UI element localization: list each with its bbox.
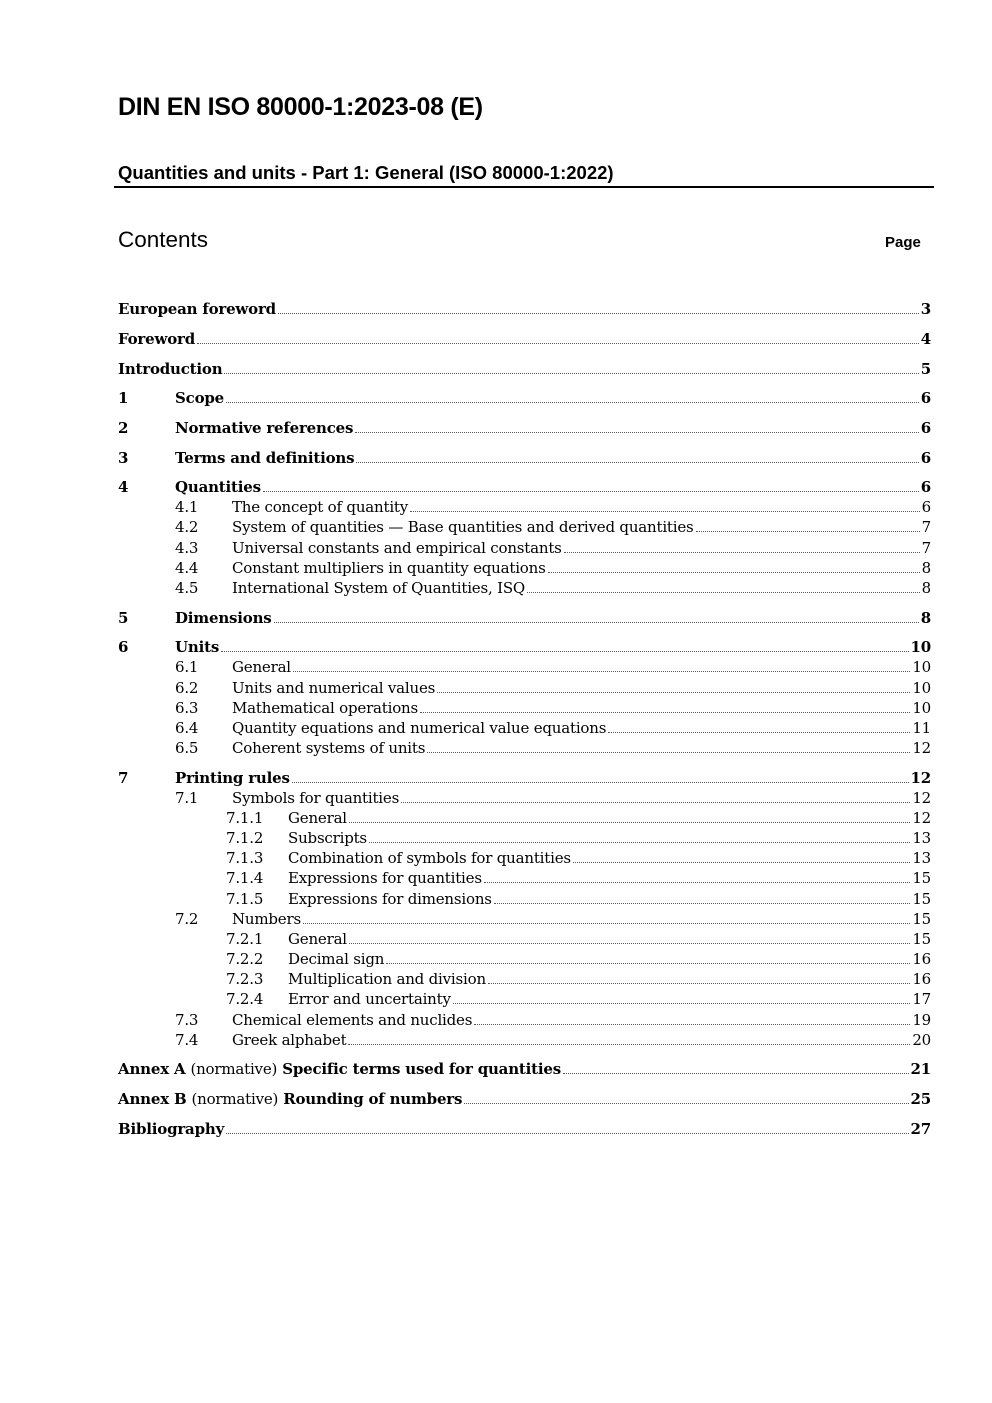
dot-leader	[437, 691, 910, 693]
dot-leader	[226, 1132, 908, 1134]
toc-entry-title: Decimal sign	[288, 950, 385, 968]
toc-entry-number: 7.1	[175, 789, 199, 807]
toc-page-number: 10	[912, 679, 931, 697]
toc-entry-title: General	[288, 809, 347, 827]
dot-leader	[427, 751, 910, 753]
toc-page-number: 6	[920, 419, 931, 437]
toc-entry-title: Printing rules	[175, 769, 290, 787]
toc-page-number: 10	[912, 699, 931, 717]
toc-entry-number: 6.4	[175, 719, 199, 737]
toc-entry-annex-b[interactable]	[118, 1088, 931, 1110]
toc-page-number: 15	[912, 869, 931, 887]
annex-title: Specific terms used for quantities	[282, 1060, 561, 1078]
toc-entry-number: 7.2.3	[226, 970, 264, 988]
dot-leader	[488, 982, 910, 984]
dot-leader	[484, 881, 910, 883]
toc-entry-number: 1	[118, 389, 129, 407]
toc-entry-7-1-2[interactable]	[118, 827, 931, 849]
toc-entry-number: 7.1.3	[226, 849, 264, 867]
toc-entry-7-1-5[interactable]	[118, 888, 931, 910]
dot-leader	[263, 490, 919, 492]
toc-page-number: 13	[912, 829, 931, 847]
toc-entry-title: The concept of quantity	[232, 498, 409, 516]
toc-entry-number: 4.3	[175, 539, 199, 557]
toc-entry-title: Chemical elements and nuclides	[232, 1011, 473, 1029]
toc-entry-6-3[interactable]	[118, 697, 931, 719]
dot-leader	[226, 401, 919, 403]
toc-entry-7-2-2[interactable]	[118, 948, 931, 970]
dot-leader	[349, 942, 910, 944]
dot-leader	[573, 861, 910, 863]
toc-entry-title: Universal constants and empirical constants	[232, 539, 562, 557]
toc-page-number: 20	[912, 1031, 931, 1049]
dot-leader	[274, 621, 919, 623]
dot-leader	[548, 571, 920, 573]
dot-leader	[303, 922, 910, 924]
document-title: DIN EN ISO 80000-1:2023-08 (E)	[118, 93, 483, 121]
toc-page-number: 6	[920, 389, 931, 407]
toc-entry-title: Units and numerical values	[232, 679, 436, 697]
annex-normative-label: (normative)	[191, 1090, 279, 1108]
dot-leader	[696, 530, 920, 532]
toc-page-number: 12	[912, 809, 931, 827]
toc-entry-title: System of quantities — Base quantities and derived quantities	[232, 518, 694, 536]
toc-page-number: 21	[910, 1060, 931, 1078]
toc-entry-number: 2	[118, 419, 129, 437]
dot-leader	[464, 1102, 908, 1104]
toc-entry-7-1[interactable]	[118, 787, 931, 809]
toc-entry-title: Dimensions	[175, 609, 272, 627]
dot-leader	[386, 962, 910, 964]
toc-page-number: 10	[910, 638, 931, 656]
toc-entry-7-1-1[interactable]	[118, 807, 931, 829]
toc-entry-bibliography[interactable]	[118, 1118, 931, 1140]
toc-entry-number: 4	[118, 478, 129, 496]
toc-entry-7-2[interactable]	[118, 908, 931, 930]
toc-entry-title: Expressions for quantities	[288, 869, 482, 887]
toc-entry-number: 3	[118, 449, 129, 467]
toc-entry-introduction[interactable]	[118, 358, 931, 380]
toc-entry-title	[118, 1088, 462, 1110]
toc-entry-title: Bibliography	[118, 1120, 225, 1138]
toc-page-number: 7	[921, 539, 931, 557]
toc-entry-3[interactable]	[118, 447, 931, 469]
toc-page-number: 7	[921, 518, 931, 536]
toc-entry-title: Normative references	[175, 419, 354, 437]
toc-entry-title: Introduction	[118, 360, 223, 378]
toc-entry-7-1-3[interactable]	[118, 847, 931, 869]
toc-entry-7-2-3[interactable]	[118, 968, 931, 990]
toc-entry-title: Symbols for quantities	[232, 789, 400, 807]
toc-entry-number: 6	[118, 638, 129, 656]
toc-entry-7-2-1[interactable]	[118, 928, 931, 950]
toc-entry-title: Numbers	[232, 910, 301, 928]
toc-entry-number: 7.1.1	[226, 809, 264, 827]
toc-entry-number: 6.5	[175, 739, 199, 757]
dot-leader	[410, 510, 920, 512]
toc-entry-title: Foreword	[118, 330, 195, 348]
toc-entry-number: 4.1	[175, 498, 199, 516]
toc-page-number: 25	[910, 1090, 931, 1108]
toc-page-number: 17	[912, 990, 931, 1008]
toc-entry-annex-a[interactable]	[118, 1058, 931, 1080]
toc-page-number: 3	[920, 300, 931, 318]
dot-leader	[401, 801, 910, 803]
toc-entry-title: Greek alphabet	[232, 1031, 347, 1049]
toc-entry-number: 4.5	[175, 579, 199, 597]
toc-entry-number: 7	[118, 769, 129, 787]
dot-leader	[369, 841, 910, 843]
dot-leader	[494, 902, 911, 904]
toc-page-number: 12	[912, 789, 931, 807]
toc-entry-6-4[interactable]	[118, 717, 931, 739]
toc-entry-title: Quantity equations and numerical value equations	[232, 719, 607, 737]
toc-page-number: 13	[912, 849, 931, 867]
toc-page-number: 4	[920, 330, 931, 348]
title-divider	[114, 186, 934, 188]
toc-page-number: 5	[920, 360, 931, 378]
toc-entry-title: Terms and definitions	[175, 449, 355, 467]
dot-leader	[453, 1002, 911, 1004]
dot-leader	[348, 1043, 910, 1045]
toc-entry-2[interactable]	[118, 417, 931, 439]
toc-entry-number: 6.2	[175, 679, 199, 697]
toc-page-number: 8	[921, 559, 931, 577]
toc-entry-4-4[interactable]	[118, 557, 931, 579]
toc-entry-7-2-4[interactable]	[118, 988, 931, 1010]
toc-entry-title: Multiplication and division	[288, 970, 486, 988]
dot-leader	[197, 342, 919, 344]
toc-entry-4-1[interactable]	[118, 496, 931, 518]
dot-leader	[293, 670, 910, 672]
dot-leader	[356, 461, 918, 463]
toc-page-number: 16	[912, 970, 931, 988]
dot-leader	[527, 591, 920, 593]
annex-id: Annex A	[118, 1060, 186, 1078]
dot-leader	[355, 431, 919, 433]
toc-page-number: 11	[912, 719, 931, 737]
dot-leader	[608, 731, 910, 733]
toc-entry-6-5[interactable]	[118, 737, 931, 759]
toc-entry-number: 7.4	[175, 1031, 199, 1049]
toc-entry-european-foreword[interactable]	[118, 298, 931, 320]
dot-leader	[563, 1072, 909, 1074]
toc-page-number: 12	[910, 769, 931, 787]
toc-entry-7-4[interactable]	[118, 1029, 931, 1051]
toc-entry-number: 6.3	[175, 699, 199, 717]
toc-entry-4-2[interactable]	[118, 516, 931, 538]
toc-entry-4-3[interactable]	[118, 537, 931, 559]
toc-entry-number: 7.1.5	[226, 890, 264, 908]
toc-page-number: 6	[921, 498, 931, 516]
annex-normative-label: (normative)	[190, 1060, 278, 1078]
toc-entry-7-1-4[interactable]	[118, 867, 931, 889]
toc-entry-1[interactable]	[118, 387, 931, 409]
dot-leader	[564, 551, 920, 553]
toc-entry-title: Units	[175, 638, 220, 656]
toc-entry-6-1[interactable]	[118, 656, 931, 678]
dot-leader	[292, 781, 909, 783]
toc-entry-5[interactable]	[118, 607, 931, 629]
toc-entry-number: 4.2	[175, 518, 199, 536]
toc-page-number: 6	[920, 449, 931, 467]
toc-entry-title: Mathematical operations	[232, 699, 419, 717]
toc-entry-title: Scope	[175, 389, 225, 407]
toc-entry-6-2[interactable]	[118, 677, 931, 699]
toc-page-number: 12	[912, 739, 931, 757]
toc-entry-7[interactable]	[118, 767, 931, 789]
document-subtitle: Quantities and units - Part 1: General (ISO 80000-1:2022)	[118, 162, 614, 183]
dot-leader	[221, 650, 908, 652]
toc-entry-title: Coherent systems of units	[232, 739, 426, 757]
toc-entry-number: 7.3	[175, 1011, 199, 1029]
toc-page-number: 6	[920, 478, 931, 496]
dot-leader	[349, 821, 910, 823]
dot-leader	[224, 372, 918, 374]
contents-heading: Contents	[118, 227, 209, 252]
toc-entry-number: 7.2	[175, 910, 199, 928]
toc-page-number: 8	[920, 609, 931, 627]
toc-entry-foreword[interactable]	[118, 328, 931, 350]
toc-entry-number: 6.1	[175, 658, 199, 676]
toc-entry-number: 5	[118, 609, 129, 627]
dot-leader	[474, 1023, 910, 1025]
toc-page-number: 15	[912, 930, 931, 948]
toc-entry-title: General	[232, 658, 291, 676]
toc-entry-title: International System of Quantities, ISQ	[232, 579, 526, 597]
toc-entry-title: Expressions for dimensions	[288, 890, 492, 908]
toc-entry-title: European foreword	[118, 300, 276, 318]
toc-page-number: 19	[912, 1011, 931, 1029]
toc-entry-4[interactable]	[118, 476, 931, 498]
toc-entry-number: 7.2.1	[226, 930, 264, 948]
toc-entry-number: 7.1.4	[226, 869, 264, 887]
toc-entry-title: Constant multipliers in quantity equations	[232, 559, 546, 577]
toc-page-number: 15	[912, 910, 931, 928]
toc-entry-6[interactable]	[118, 636, 931, 658]
annex-id: Annex B	[118, 1090, 187, 1108]
dot-leader	[278, 312, 919, 314]
toc-entry-number: 7.2.4	[226, 990, 264, 1008]
toc-entry-number: 4.4	[175, 559, 199, 577]
dot-leader	[420, 711, 910, 713]
toc-entry-number: 7.1.2	[226, 829, 264, 847]
toc-entry-title: Quantities	[175, 478, 261, 496]
toc-entry-title: General	[288, 930, 347, 948]
page-column-heading: Page	[885, 234, 921, 251]
toc-page-number: 8	[921, 579, 931, 597]
toc-page-number: 10	[912, 658, 931, 676]
toc-page-number: 16	[912, 950, 931, 968]
toc-page-number: 27	[910, 1120, 931, 1138]
toc-entry-title: Error and uncertainty	[288, 990, 451, 1008]
toc-entry-4-5[interactable]	[118, 577, 931, 599]
toc-entry-title: Combination of symbols for quantities	[288, 849, 571, 867]
toc-entry-title	[118, 1058, 561, 1080]
toc-entry-7-3[interactable]	[118, 1009, 931, 1031]
toc-entry-title: Subscripts	[288, 829, 367, 847]
annex-title: Rounding of numbers	[283, 1090, 463, 1108]
toc-entry-number: 7.2.2	[226, 950, 264, 968]
toc-page-number: 15	[912, 890, 931, 908]
